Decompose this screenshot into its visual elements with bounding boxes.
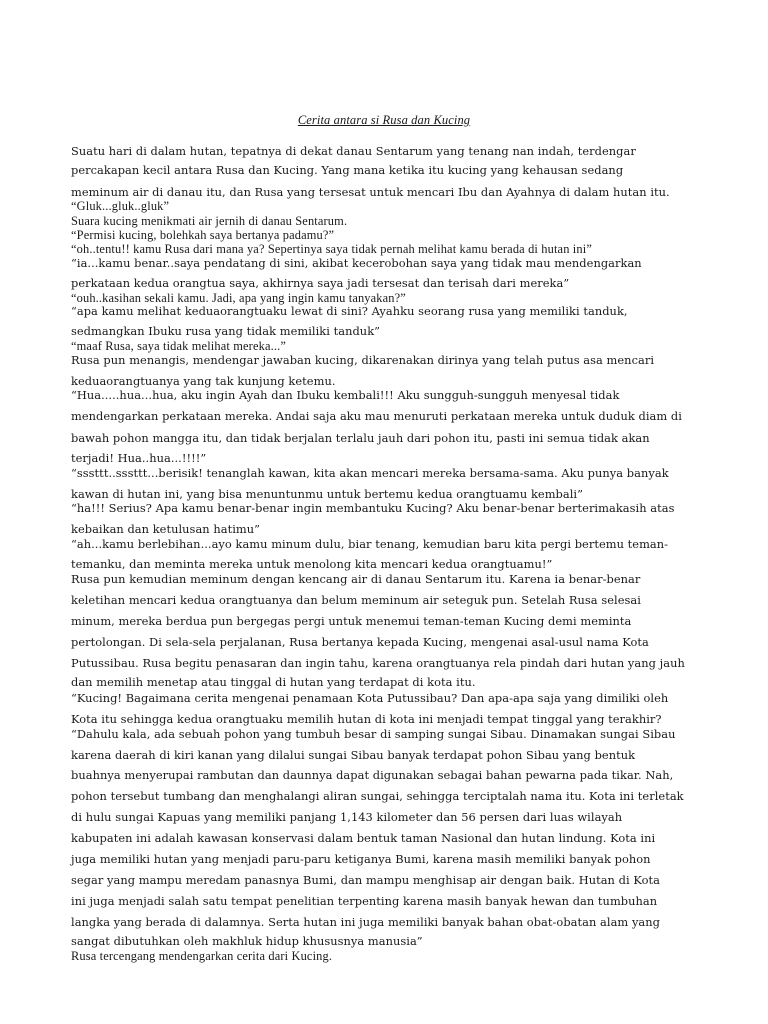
text-line: “Gluk...gluk..gluk” bbox=[71, 199, 170, 213]
text-line: minum, mereka berdua pun bergegas pergi untuk menemui teman-teman Kucing demi meminta bbox=[71, 614, 632, 628]
text-line: “Dahulu kala, ada sebuah pohon yang tumbuh besar di samping sungai Sibau. Dinamakan sungai Sibau bbox=[71, 727, 676, 741]
text-line: langka yang berada di dalamnya. Serta hutan ini juga memiliki banyak bahan obat-obatan alam yang bbox=[71, 915, 660, 929]
text-line: temanku, dan meminta mereka untuk menolong kita mencari kedua orangtuamu!” bbox=[71, 557, 553, 571]
text-line: kebaikan dan ketulusan hatimu” bbox=[71, 522, 260, 536]
text-line: Suara kucing menikmati air jernih di danau Sentarum. bbox=[71, 214, 348, 228]
text-line: perkataan kedua orangtua saya, akhirnya saya jadi tersesat dan terisah dari mereka” bbox=[71, 276, 570, 290]
text-line: meminum air di danau itu, dan Rusa yang tersesat untuk mencari Ibu dan Ayahnya di dalam hutan itu. bbox=[71, 185, 670, 199]
text-line: buahnya menyerupai rambutan dan daunnya dapat digunakan sebagai bahan pewarna pada tikar. Nah, bbox=[71, 768, 674, 782]
text-line: mendengarkan perkataan mereka. Andai saja aku mau menuruti perkataan mereka untuk duduk diam di bbox=[71, 409, 682, 423]
text-line: karena daerah di kiri kanan yang dilalui sungai Sibau banyak terdapat pohon Sibau yang bentuk bbox=[71, 748, 636, 762]
text-line: di hulu sungai Kapuas yang memiliki panjang 1,143 kilometer dan 56 persen dari luas wilayah bbox=[71, 810, 623, 824]
text-line: “sssttt..sssttt...berisik! tenanglah kawan, kita akan mencari mereka bersama-sama. Aku punya banyak bbox=[71, 466, 669, 480]
text-line: juga memiliki hutan yang menjadi paru-paru ketiganya Bumi, karena masih memiliki banyak pohon bbox=[71, 852, 651, 866]
text-line: terjadi! Hua..hua...!!!!” bbox=[71, 451, 207, 465]
text-line: keduaorangtuanya yang tak kunjung ketemu. bbox=[71, 374, 336, 388]
text-line: Rusa pun menangis, mendengar jawaban kucing, dikarenakan dirinya yang telah putus asa mencari bbox=[71, 353, 655, 367]
text-line: percakapan kecil antara Rusa dan Kucing. Yang mana ketika itu kucing yang kehausan sedang bbox=[71, 163, 624, 177]
text-line: Rusa tercengang mendengarkan cerita dari Kucing. bbox=[71, 949, 333, 963]
text-line: Rusa pun kemudian meminum dengan kencang air di danau Sentarum itu. Karena ia benar-benar bbox=[71, 572, 641, 586]
text-line: ini juga menjadi salah satu tempat penelitian terpenting karena masih banyak hewan dan tumbuhan bbox=[71, 894, 658, 908]
text-line: dan memilih menetap atau tinggal di hutan yang terdapat di kota itu. bbox=[71, 675, 476, 689]
text-line: Kota itu sehingga kedua orangtuaku memilih hutan di kota ini menjadi tempat tinggal yang terakhir? bbox=[71, 712, 662, 726]
text-line: sangat dibutuhkan oleh makhluk hidup khususnya manusia” bbox=[71, 934, 423, 948]
text-line: “Kucing! Bagaimana cerita mengenai penamaan Kota Putussibau? Dan apa-apa saja yang dimiliki oleh bbox=[71, 691, 669, 705]
story-title: Cerita antara si Rusa dan Kucing bbox=[297, 113, 471, 127]
text-line: segar yang mampu meredam panasnya Bumi, dan mampu menghisap air dengan baik. Hutan di Kota bbox=[71, 873, 660, 887]
text-line: “ah...kamu berlebihan...ayo kamu minum dulu, biar tenang, kemudian baru kita pergi bertemu teman- bbox=[71, 537, 669, 551]
text-line: pertolongan. Di sela-sela perjalanan, Rusa bertanya kepada Kucing, mengenai asal-usul nama Kota bbox=[71, 635, 649, 649]
text-line: “ha!!! Serius? Apa kamu benar-benar ingin membantuku Kucing? Aku benar-benar berterimakasih atas bbox=[71, 501, 675, 515]
text-line: “apa kamu melihat keduaorangtuaku lewat di sini? Ayahku seorang rusa yang memiliki tanduk, bbox=[71, 304, 628, 318]
text-line: “Hua.....hua...hua, aku ingin Ayah dan Ibuku kembali!!! Aku sungguh-sungguh menyesal tidak bbox=[71, 388, 620, 402]
text-line: “ouh..kasihan sekali kamu. Jadi, apa yang ingin kamu tanyakan?” bbox=[71, 291, 406, 305]
text-line: pohon tersebut tumbang dan menghalangi aliran sungai, sehingga terciptalah nama itu. Kota ini terletak bbox=[71, 789, 684, 803]
text-line: bawah pohon mangga itu, dan tidak berjalan terlalu jauh dari pohon itu, pasti ini semua tidak akan bbox=[71, 431, 650, 445]
text-line: “oh..tentu!! kamu Rusa dari mana ya? Sepertinya saya tidak pernah melihat kamu berada di hutan ini” bbox=[71, 242, 592, 256]
text-line: “Permisi kucing, bolehkah saya bertanya padamu?” bbox=[71, 228, 335, 242]
text-line: kawan di hutan ini, yang bisa menuntunmu untuk bertemu kedua orangtuamu kembali” bbox=[71, 487, 583, 501]
text-line: sedmangkan Ibuku rusa yang tidak memiliki tanduk” bbox=[71, 324, 381, 338]
text-line: “maaf Rusa, saya tidak melihat mereka...” bbox=[71, 339, 286, 353]
text-line: “ia...kamu benar..saya pendatang di sini, akibat kecerobohan saya yang tidak mau mendengarkan bbox=[71, 256, 642, 270]
text-line: keletihan mencari kedua orangtuanya dan belum meminum air seteguk pun. Setelah Rusa selesai bbox=[71, 593, 641, 607]
text-line: Suatu hari di dalam hutan, tepatnya di dekat danau Sentarum yang tenang nan indah, terdengar bbox=[71, 144, 636, 158]
text-line: kabupaten ini adalah kawasan konservasi dalam bentuk taman Nasional dan hutan lindung. Kota ini bbox=[71, 831, 656, 845]
text-line: Putussibau. Rusa begitu penasaran dan ingin tahu, karena orangtuanya rela pindah dari hutan yang jauh bbox=[71, 656, 685, 670]
